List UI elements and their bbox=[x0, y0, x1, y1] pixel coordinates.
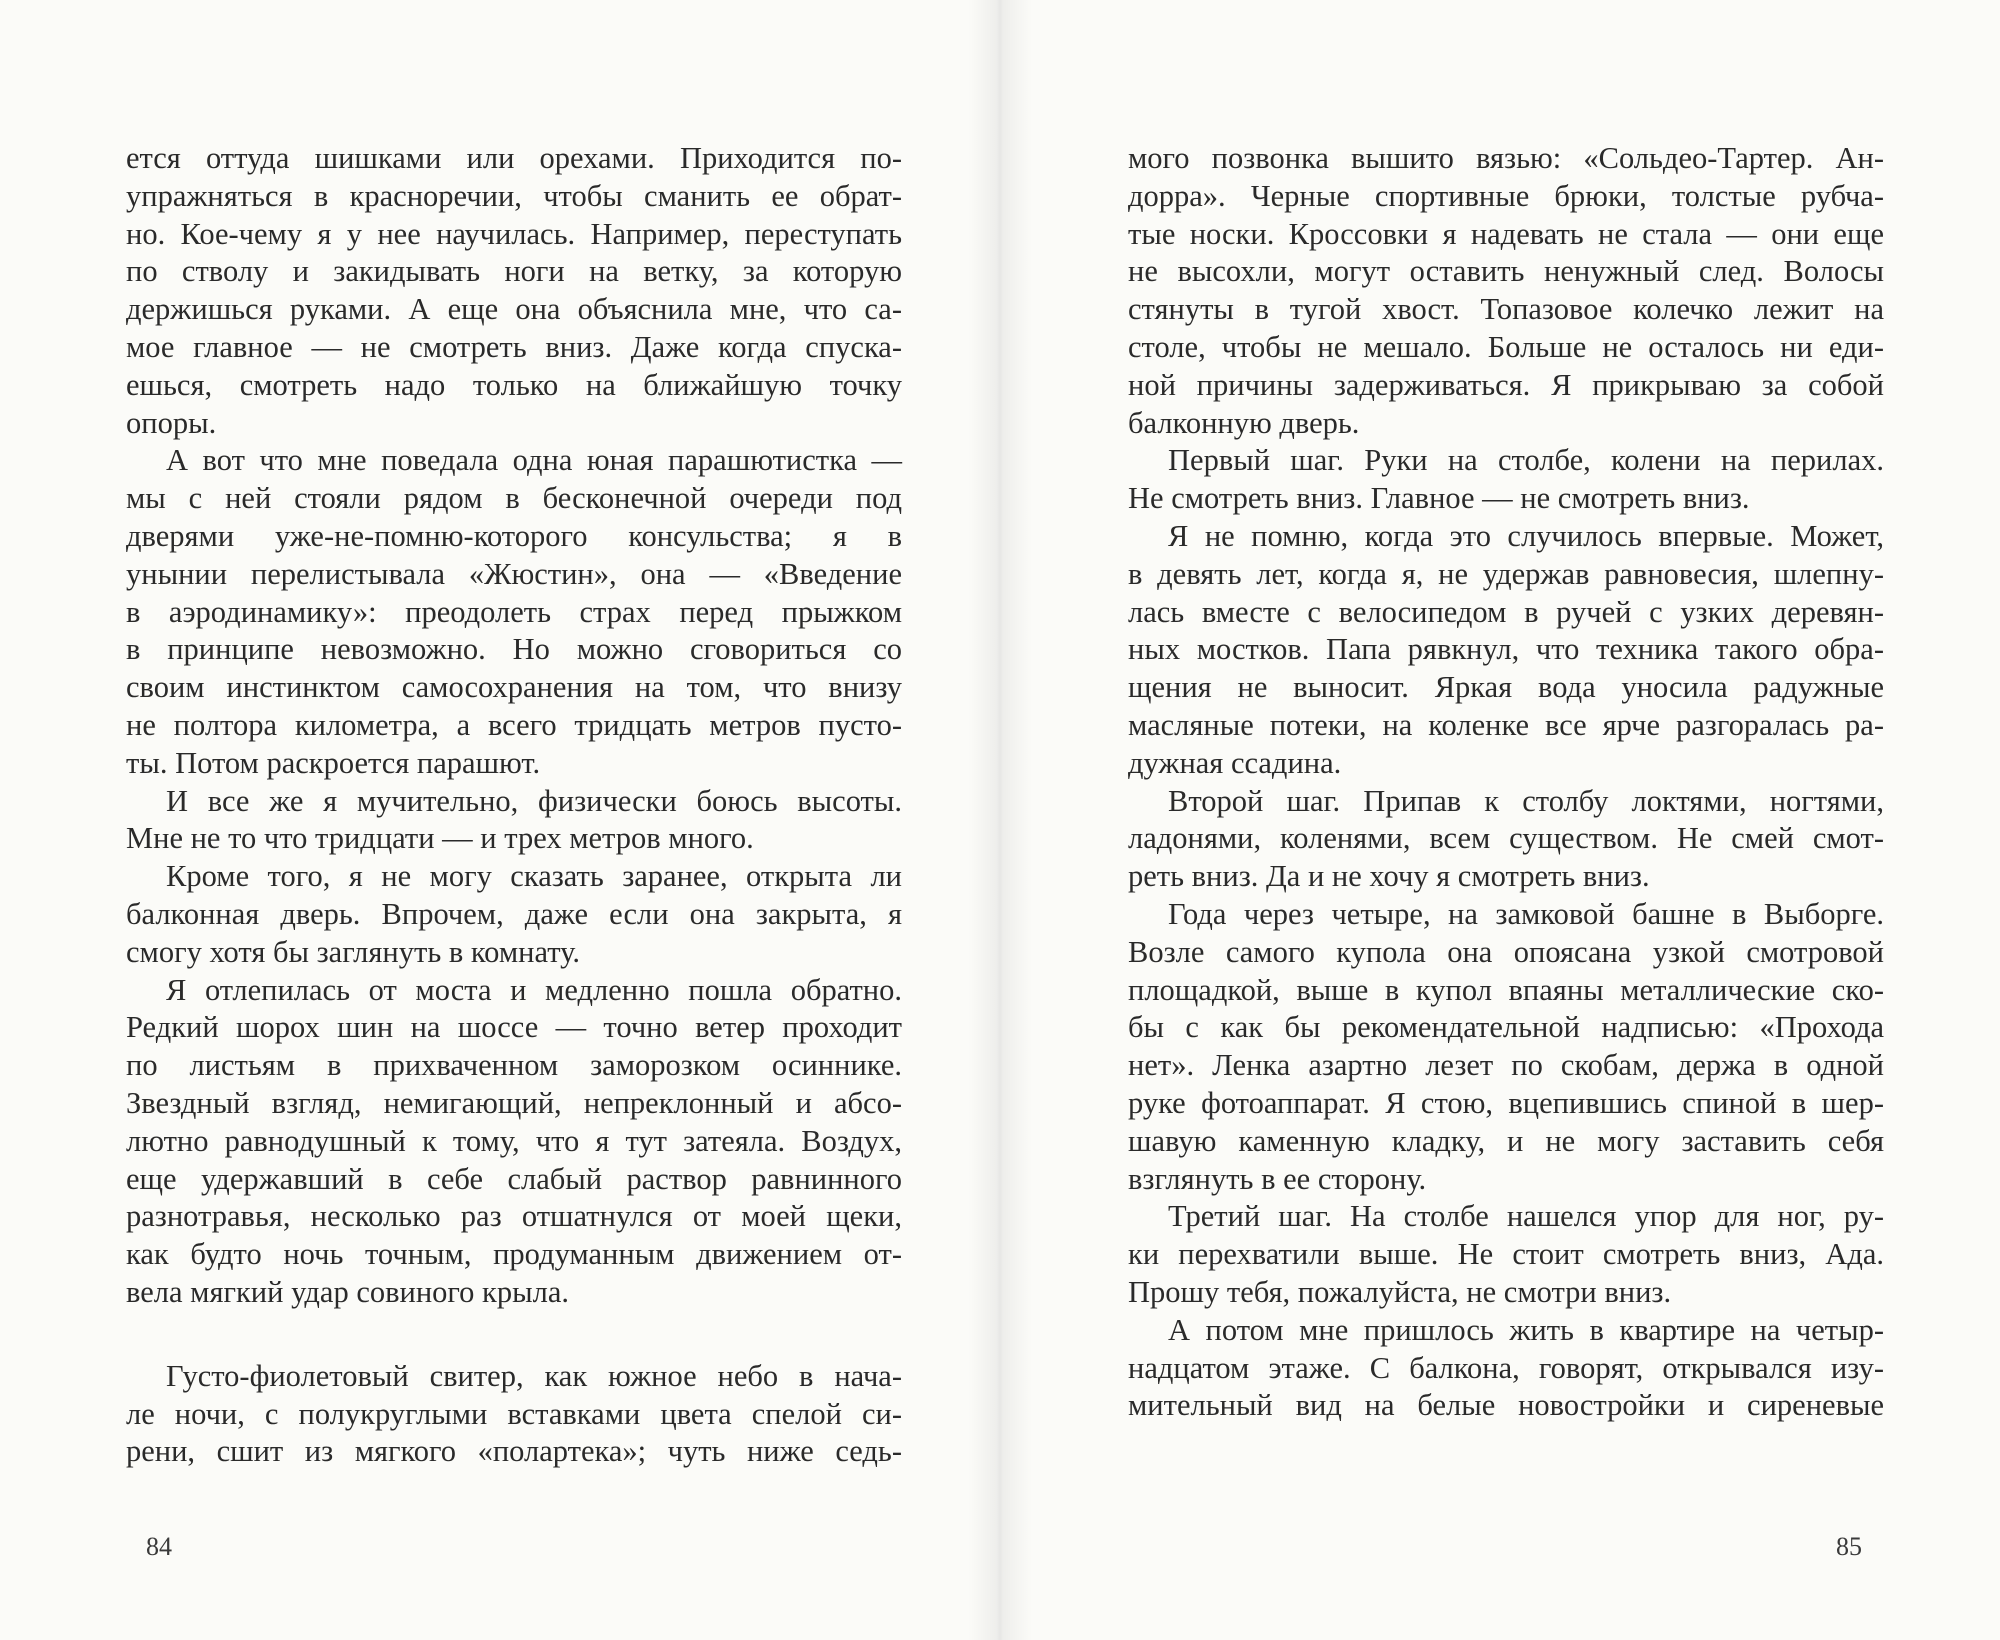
text-line: Прошу тебя, пожалуйста, не смотри вниз. bbox=[1128, 1274, 1672, 1309]
section-break bbox=[126, 1312, 902, 1358]
text-line: мое главное — не смотреть вниз. Даже когда спуска- bbox=[126, 329, 902, 364]
text-line: руке фотоаппарат. Я стою, вцепившись спиной в шер- bbox=[1128, 1085, 1884, 1120]
text-line: ладонями, коленями, всем существом. Не смей смот- bbox=[1128, 821, 1884, 856]
text-line: Первый шаг. Руки на столбе, колени на перилах. bbox=[1168, 443, 1884, 478]
text-line: в аэродинамику»: преодолеть страх перед прыжком bbox=[126, 594, 902, 629]
text-line: своим инстинктом самосохранения на том, что внизу bbox=[126, 670, 902, 705]
text-line: ки перехватили выше. Не стоит смотреть вниз, Ада. bbox=[1128, 1237, 1884, 1272]
text-line: И все же я мучительно, физически боюсь высоты. bbox=[166, 783, 902, 818]
text-line: нет». Ленка азартно лезет по скобам, держа в одной bbox=[1128, 1048, 1884, 1083]
text-line: по листьям в прихваченном заморозком осиннике. bbox=[126, 1048, 902, 1083]
left-page-number: 84 bbox=[146, 1532, 172, 1561]
text-line: опоры. bbox=[126, 405, 217, 440]
text-line: разнотравья, несколько раз отшатнулся от моей щеки, bbox=[126, 1199, 902, 1234]
text-line: ной причины задерживаться. Я прикрываю за собой bbox=[1128, 367, 1884, 402]
text-line: реть вниз. Да и не хочу я смотреть вниз. bbox=[1128, 859, 1650, 894]
text-line: Я не помню, когда это случилось впервые. Может, bbox=[1168, 518, 1884, 553]
text-line: мого позвонка вышито вязью: «Сольдео-Тартер. Ан- bbox=[1128, 141, 1884, 175]
text-line: ты. Потом раскроется парашют. bbox=[126, 745, 541, 780]
text-line: ешься, смотреть надо только на ближайшую точку bbox=[126, 367, 902, 402]
text-line: дужная ссадина. bbox=[1128, 745, 1342, 780]
left-page-text bbox=[126, 140, 902, 1471]
text-line: не полтора километра, а всего тридцать метров пусто- bbox=[126, 707, 902, 742]
text-line: дверями уже-не-помню-которого консульства; я в bbox=[126, 518, 902, 553]
right-page-number: 85 bbox=[1836, 1532, 1862, 1561]
text-line: не высохли, могут оставить ненужный след. Волосы bbox=[1128, 254, 1884, 289]
book-gutter bbox=[968, 0, 1032, 1640]
text-line: рени, сшит из мягкого «полартека»; чуть ниже седь- bbox=[126, 1434, 902, 1469]
text-line: Года через четыре, на замковой башне в Выборге. bbox=[1168, 896, 1884, 931]
text-line: Я отлепилась от моста и медленно пошла обратно. bbox=[166, 972, 902, 1007]
text-line: лась вместе с велосипедом в ручей с узких деревян- bbox=[1128, 594, 1884, 629]
text-line: надцатом этаже. С балкона, говорят, открывался изу- bbox=[1128, 1350, 1884, 1385]
text-line: мительный вид на белые новостройки и сиреневые bbox=[1128, 1388, 1884, 1423]
text-line: ных мостков. Папа рявкнул, что техника такого обра- bbox=[1128, 632, 1884, 667]
text-line: вела мягкий удар совиного крыла. bbox=[126, 1274, 569, 1309]
text-line: стянуты в тугой хвост. Топазовое колечко лежит на bbox=[1128, 292, 1884, 327]
text-line: столе, чтобы не мешало. Больше не осталось ни еди- bbox=[1128, 329, 1884, 364]
text-line: держишься руками. А еще она объяснила мне, что са- bbox=[126, 292, 902, 327]
text-line: унынии перелистывала «Жюстин», она — «Введение bbox=[126, 556, 902, 591]
text-line: в принципе невозможно. Но можно сговориться со bbox=[126, 632, 902, 667]
text-line: ется оттуда шишками или орехами. Приходится по- bbox=[126, 141, 902, 175]
text-line: смогу хотя бы заглянуть в комнату. bbox=[126, 934, 580, 969]
text-line: Третий шаг. На столбе нашелся упор для ног, ру- bbox=[1168, 1199, 1884, 1234]
text-line: но. Кое-чему я у нее научилась. Например, переступать bbox=[126, 216, 902, 251]
right-page-text bbox=[1128, 140, 1884, 1425]
text-line: дорра». Черные спортивные брюки, толстые рубча- bbox=[1128, 178, 1884, 213]
text-line: мы с ней стояли рядом в бесконечной очереди под bbox=[126, 481, 902, 516]
text-line: балконную дверь. bbox=[1128, 405, 1360, 440]
text-line: Мне не то что тридцати — и трех метров много. bbox=[126, 821, 754, 856]
text-line: лютно равнодушный к тому, что я тут затеяла. Воздух, bbox=[126, 1123, 902, 1158]
text-line: как будто ночь точным, продуманным движением от- bbox=[126, 1237, 902, 1272]
text-line: Не смотреть вниз. Главное — не смотреть вниз. bbox=[1128, 481, 1750, 516]
text-line: Кроме того, я не могу сказать заранее, открыта ли bbox=[166, 859, 902, 894]
text-line: еще удержавший в себе слабый раствор равнинного bbox=[126, 1161, 902, 1196]
text-line: балконная дверь. Впрочем, даже если она закрыта, я bbox=[126, 896, 902, 931]
text-line: щения не выносит. Яркая вода уносила радужные bbox=[1128, 670, 1884, 705]
text-line: в девять лет, когда я, не удержав равновесия, шлепну- bbox=[1128, 556, 1884, 591]
text-line: площадкой, выше в купол впаяны металлические ско- bbox=[1128, 972, 1884, 1007]
text-line: А потом мне пришлось жить в квартире на четыр- bbox=[1168, 1312, 1884, 1347]
text-line: Редкий шорох шин на шоссе — точно ветер проходит bbox=[126, 1010, 902, 1045]
text-line: Звездный взгляд, немигающий, непреклонный и абсо- bbox=[126, 1085, 902, 1120]
text-line: шавую каменную кладку, и не могу заставить себя bbox=[1128, 1123, 1884, 1158]
text-line: по стволу и закидывать ноги на ветку, за которую bbox=[126, 254, 902, 289]
text-line: бы с как бы рекомендательной надписью: «Прохода bbox=[1128, 1010, 1884, 1045]
text-line: Возле самого купола она опоясана узкой смотровой bbox=[1128, 934, 1884, 969]
text-line: Второй шаг. Припав к столбу локтями, ногтями, bbox=[1168, 783, 1884, 818]
text-line: масляные потеки, на коленке все ярче разгоралась ра- bbox=[1128, 707, 1884, 742]
text-line: упражняться в красноречии, чтобы сманить ее обрат- bbox=[126, 178, 902, 213]
text-line: А вот что мне поведала одна юная парашютистка — bbox=[166, 443, 902, 478]
text-line: ле ночи, с полукруглыми вставками цвета спелой си- bbox=[126, 1396, 902, 1431]
text-line: тые носки. Кроссовки я надевать не стала — они еще bbox=[1128, 216, 1884, 251]
text-line: взглянуть в ее сторону. bbox=[1128, 1161, 1427, 1196]
text-line: Густо-фиолетовый свитер, как южное небо в нача- bbox=[166, 1358, 902, 1393]
